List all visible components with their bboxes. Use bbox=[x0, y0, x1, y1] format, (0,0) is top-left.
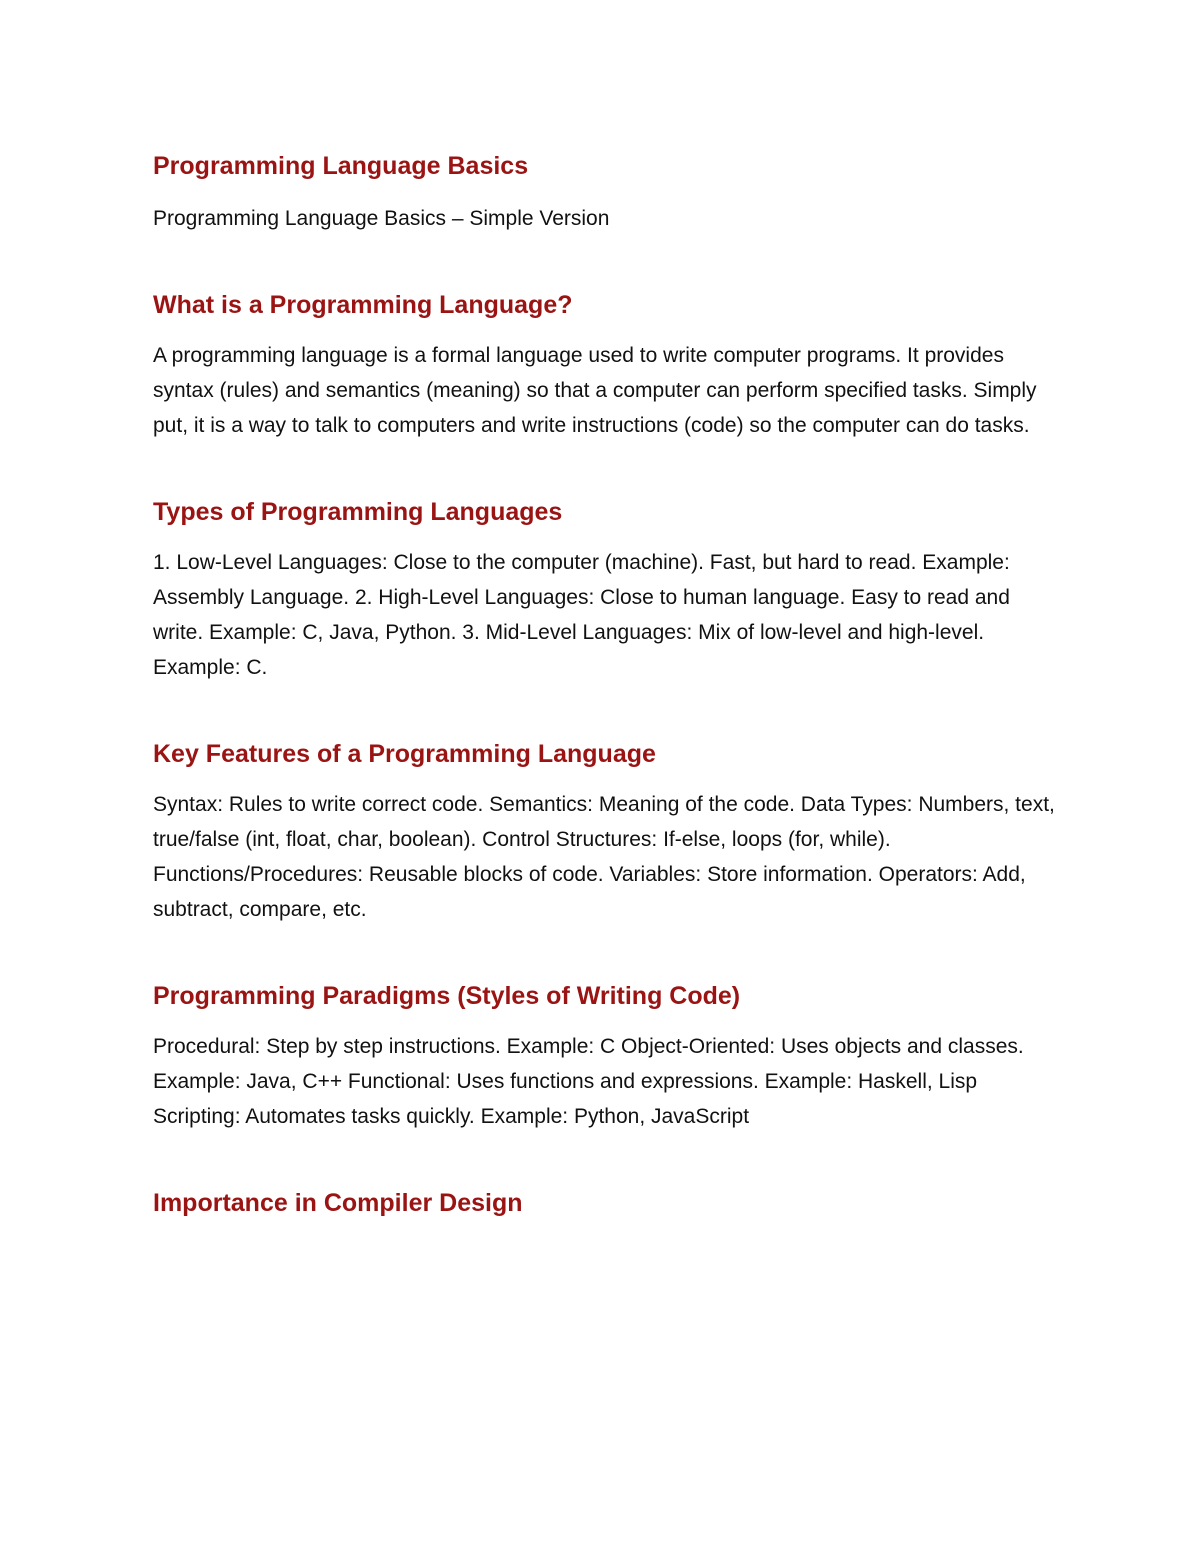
section-body-types: 1. Low-Level Languages: Close to the computer (machine). Fast, but hard to read. Example: Assembly Language. 2. High-Level Languages: Close to human language. Easy to read and write. Example: C, Java, Python. 3. Mid-Level Languages: Mix of low-level and high-level. Example: C. bbox=[153, 551, 1010, 679]
section-heading-types: Types of Programming Languages bbox=[153, 498, 563, 526]
section-heading-compiler-design: Importance in Compiler Design bbox=[153, 1189, 523, 1217]
section-heading-what-is: What is a Programming Language? bbox=[153, 291, 573, 319]
document-title: Programming Language Basics bbox=[153, 152, 529, 180]
section-body-key-features: Syntax: Rules to write correct code. Semantics: Meaning of the code. Data Types: Numbers, text, true/false (int, float, char, boolean). Control Structures: If-else, loops (for, while). Functions/Procedures: Reusable blocks of code. Variables: Store information. Operators: Add, subtract, compare, etc. bbox=[153, 793, 1055, 921]
section-body-what-is: A programming language is a formal language used to write computer programs. It provides syntax (rules) and semantics (meaning) so that a computer can perform specified tasks. Simply put, it is a way to talk to computers and write instructions (code) so the computer can do tasks. bbox=[153, 344, 1037, 437]
section-heading-key-features: Key Features of a Programming Language bbox=[153, 740, 656, 768]
section-heading-paradigms: Programming Paradigms (Styles of Writing Code) bbox=[153, 982, 741, 1010]
document-content bbox=[153, 150, 1058, 1236]
section-body-paradigms: Procedural: Step by step instructions. Example: C Object-Oriented: Uses objects and classes. Example: Java, C++ Functional: Uses functions and expressions. Example: Haskell, Lisp Scripting: Automates tasks quickly. Example: Python, JavaScript bbox=[153, 1035, 1024, 1128]
document-subtitle: Programming Language Basics – Simple Version bbox=[153, 207, 610, 230]
